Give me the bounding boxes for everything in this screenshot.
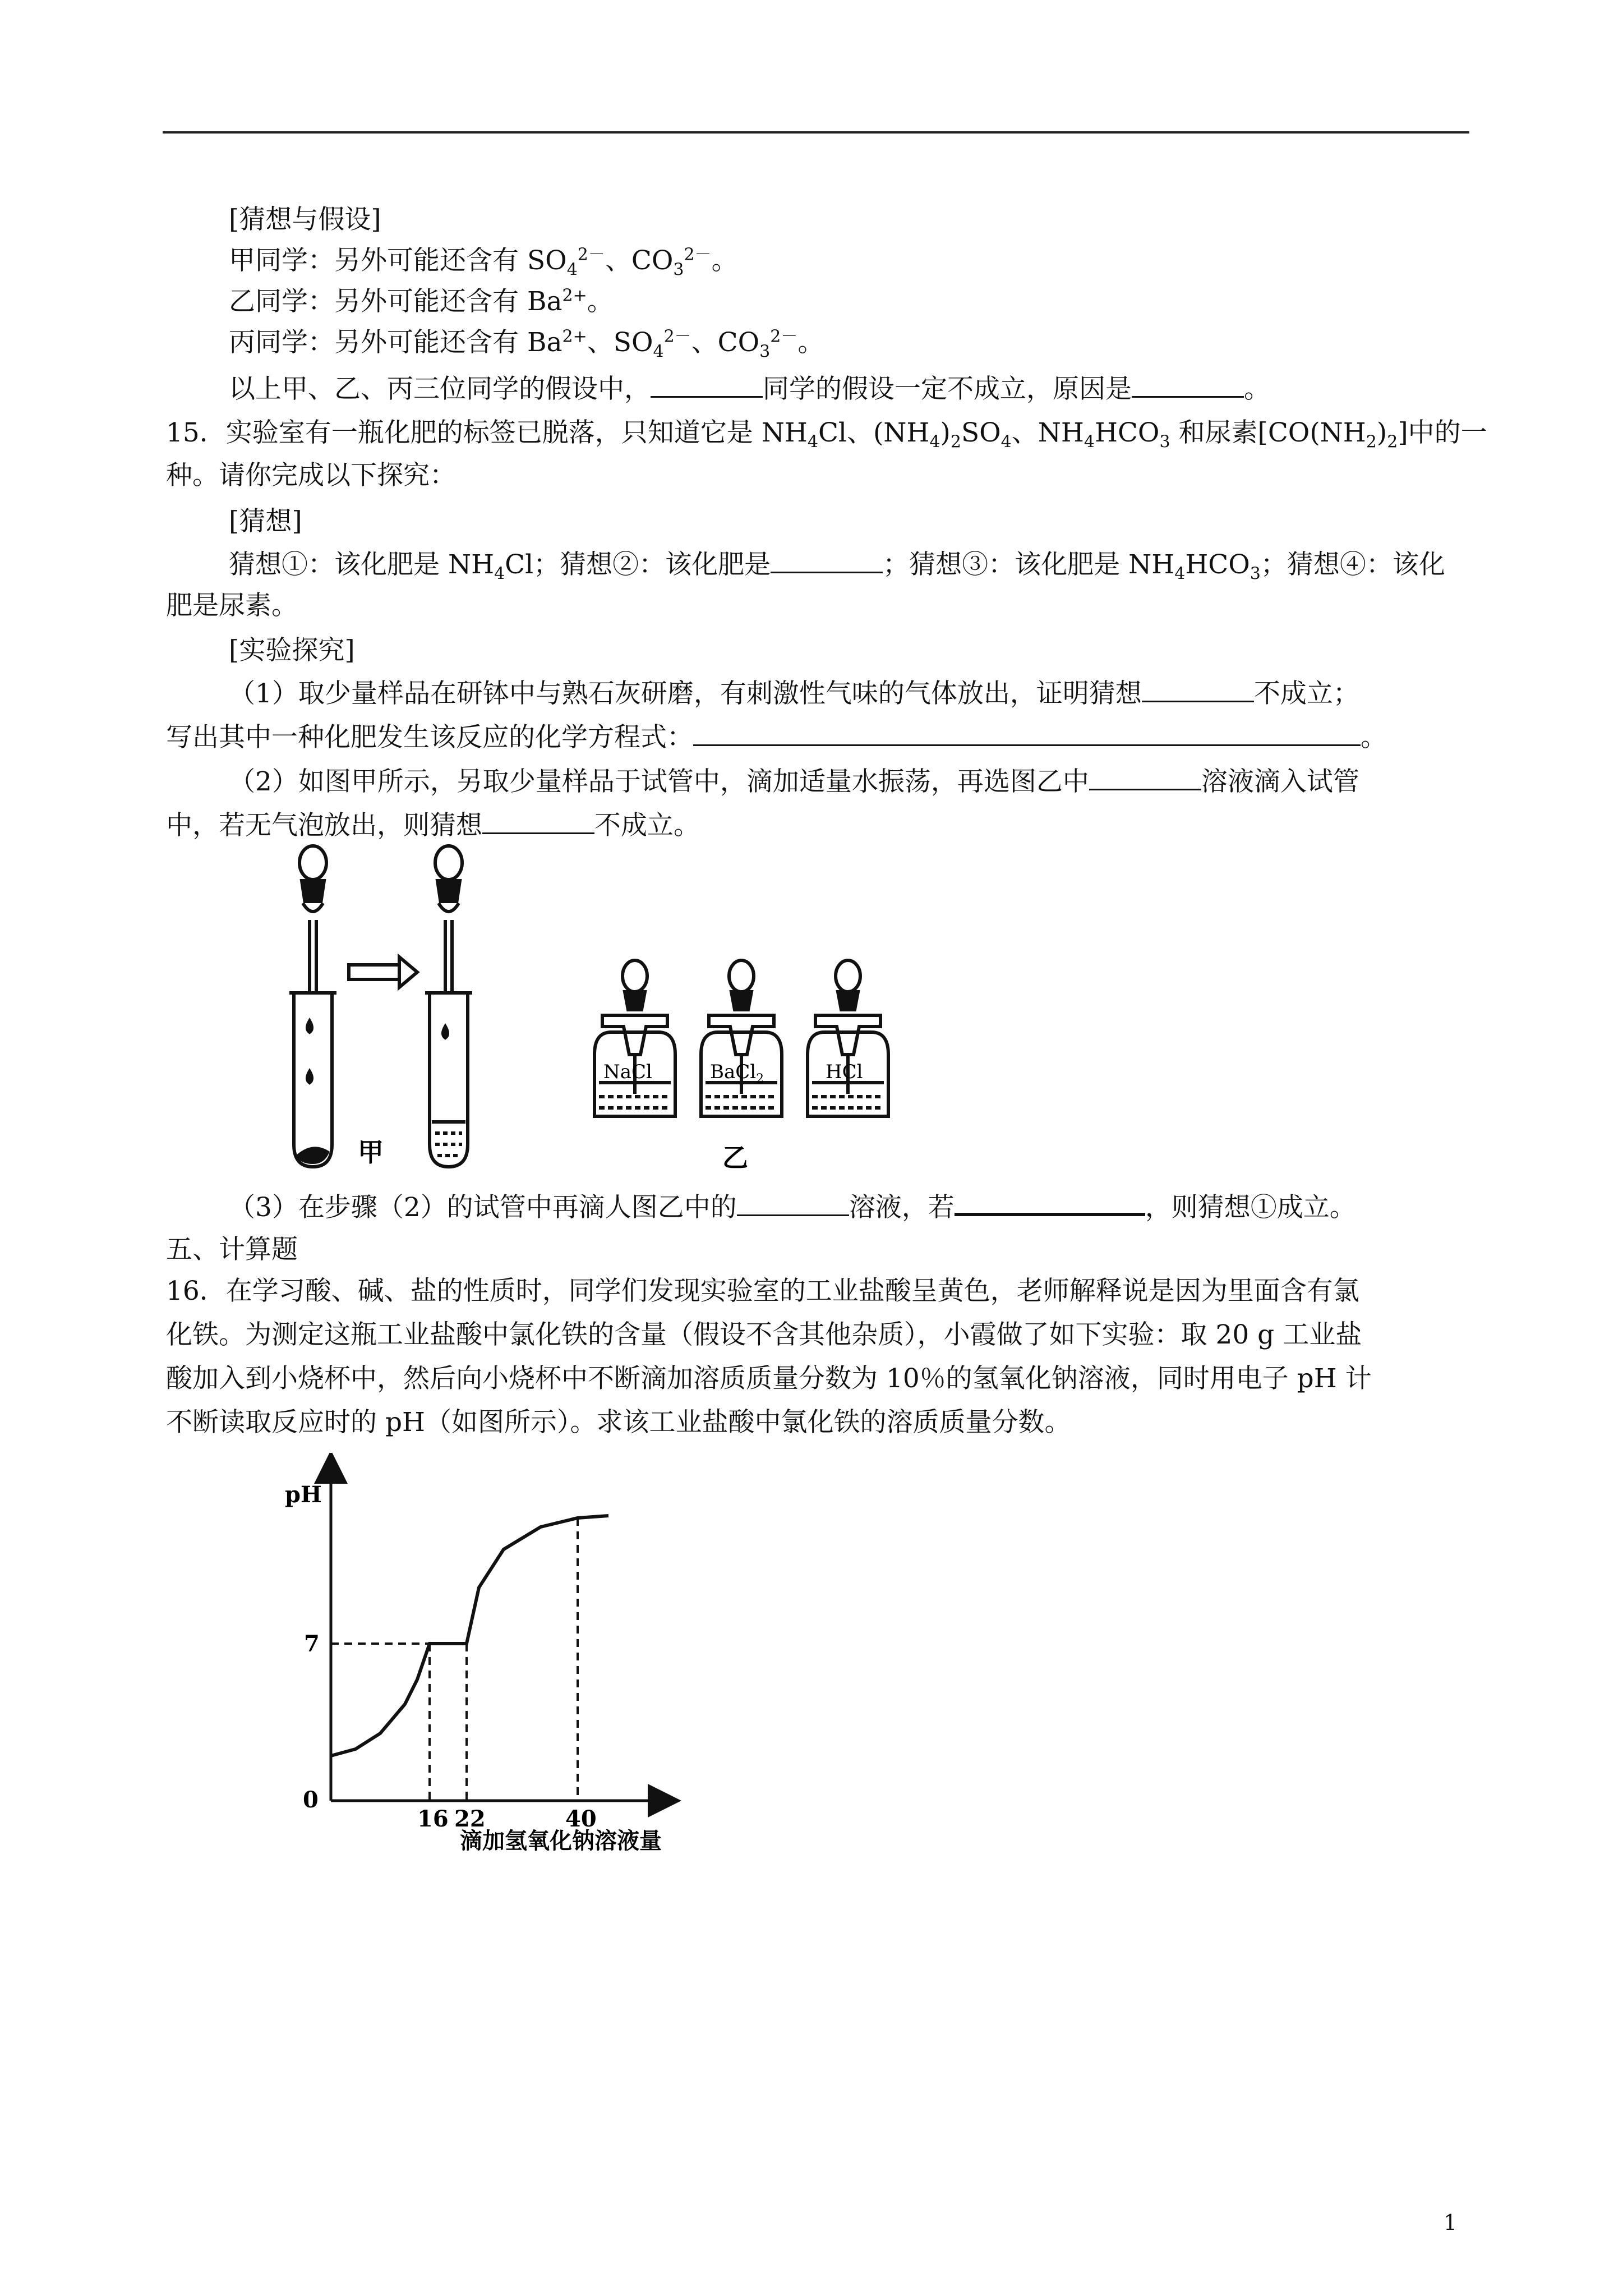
answer-blank[interactable] <box>1142 676 1254 702</box>
step1-line1: （1）取少量样品在研钵中与熟石灰研磨，有刺激性气味的气体放出，证明猜想 不成立； <box>229 676 1359 711</box>
ph-titration-chart <box>269 1453 695 1879</box>
page-number: 1 <box>1444 2210 1458 2235</box>
answer-blank[interactable] <box>771 547 883 573</box>
guess-line1: 猜想①：该化肥是 $NH_4Cl$；猜想②：该化肥是 ；猜想③：该化肥是 $NH_4HCO_3$；猜想④：该化 <box>229 547 1445 582</box>
x-tick-label: 16 <box>417 1806 449 1832</box>
figure-jia-label: 甲 <box>358 1137 384 1167</box>
yi-hypothesis: 乙同学：另外可能还含有 $Ba^{2+}$。 <box>229 286 614 317</box>
y-tick-label: 7 <box>304 1631 320 1657</box>
hypothesis-header: [猜想与假设] <box>229 204 381 235</box>
x-axis-label: 滴加氢氧化钠溶液量 <box>460 1828 662 1854</box>
ph-curve <box>331 1516 608 1756</box>
hypothesis-conclusion: 以上甲、乙、丙三位同学的假设中， 同学的假设一定不成立，原因是 。 <box>229 371 1270 406</box>
q16-line2: 化铁。为测定这瓶工业盐酸中氯化铁的含量（假设不含其他杂质），小霞做了如下实验：取 20 g 工业盐 <box>166 1319 1362 1350</box>
guess-line2: 肥是尿素。 <box>166 590 298 621</box>
bing-hypothesis: 丙同学：另外可能还含有 $Ba^{2+}$、$SO_4^{2-}$、$CO_3^{2-}$。 <box>229 326 824 362</box>
explore-header: [实验探究] <box>229 635 355 666</box>
bottle-label-bacl2: BaCl$_2$ <box>710 1061 764 1086</box>
guess-header: [猜想] <box>229 506 302 537</box>
answer-blank[interactable] <box>737 1190 849 1216</box>
q15-line2: 种。请你完成以下探究： <box>166 460 456 491</box>
figure-yi <box>583 954 897 1178</box>
answer-blank[interactable] <box>651 371 763 398</box>
header-rule <box>163 131 1469 134</box>
equation-blank[interactable] <box>693 720 1361 746</box>
q16-line4: 不断读取反应时的 pH（如图所示）。求该工业盐酸中氯化铁的溶质质量分数。 <box>166 1407 1071 1438</box>
answer-blank[interactable] <box>955 1188 1145 1216</box>
step1-line2: 写出其中一种化肥发生该反应的化学方程式： 。 <box>166 720 1387 754</box>
step3-line: （3）在步骤（2）的试管中再滴人图乙中的 溶液，若 ，则猜想①成立。 <box>229 1188 1356 1225</box>
x-tick-label: 22 <box>454 1806 486 1832</box>
step2-line1: （2）如图甲所示，另取少量样品于试管中，滴加适量水振荡，再选图乙中 溶液滴入试管 <box>229 764 1359 799</box>
origin-label: 0 <box>303 1787 319 1813</box>
figure-jia <box>269 841 505 1178</box>
answer-blank[interactable] <box>1132 371 1244 398</box>
y-axis-label: pH <box>285 1481 322 1508</box>
answer-blank[interactable] <box>482 808 594 834</box>
q16-line3: 酸加入到小烧杯中，然后向小烧杯中不断滴加溶质质量分数为 10％的氢氧化钠溶液，同时用电子 pH 计 <box>166 1363 1372 1394</box>
q16-line1: 16．在学习酸、碱、盐的性质时，同学们发现实验室的工业盐酸呈黄色，老师解释说是因为里面含有氯 <box>166 1276 1359 1306</box>
jia-hypothesis: 甲同学：另外可能还含有 $SO_4^{2-}$、$CO_3^{2-}$。 <box>229 245 738 280</box>
answer-blank[interactable] <box>1089 764 1201 790</box>
section-five-title: 五、计算题 <box>166 1234 298 1265</box>
step2-line2: 中，若无气泡放出，则猜想 不成立。 <box>166 808 700 843</box>
bottle-label-hcl: HCl <box>826 1061 863 1083</box>
q15-line1: 15．实验室有一瓶化肥的标签已脱落，只知道它是 $NH_4Cl$、$(NH_4)_2SO_4$、$NH_4HCO_3$ 和尿素$[CO(NH_2)_2]$中的一 <box>166 417 1487 452</box>
bottle-label-nacl: NaCl <box>603 1061 652 1083</box>
x-tick-label: 40 <box>565 1806 597 1832</box>
figure-yi-label: 乙 <box>722 1143 748 1173</box>
